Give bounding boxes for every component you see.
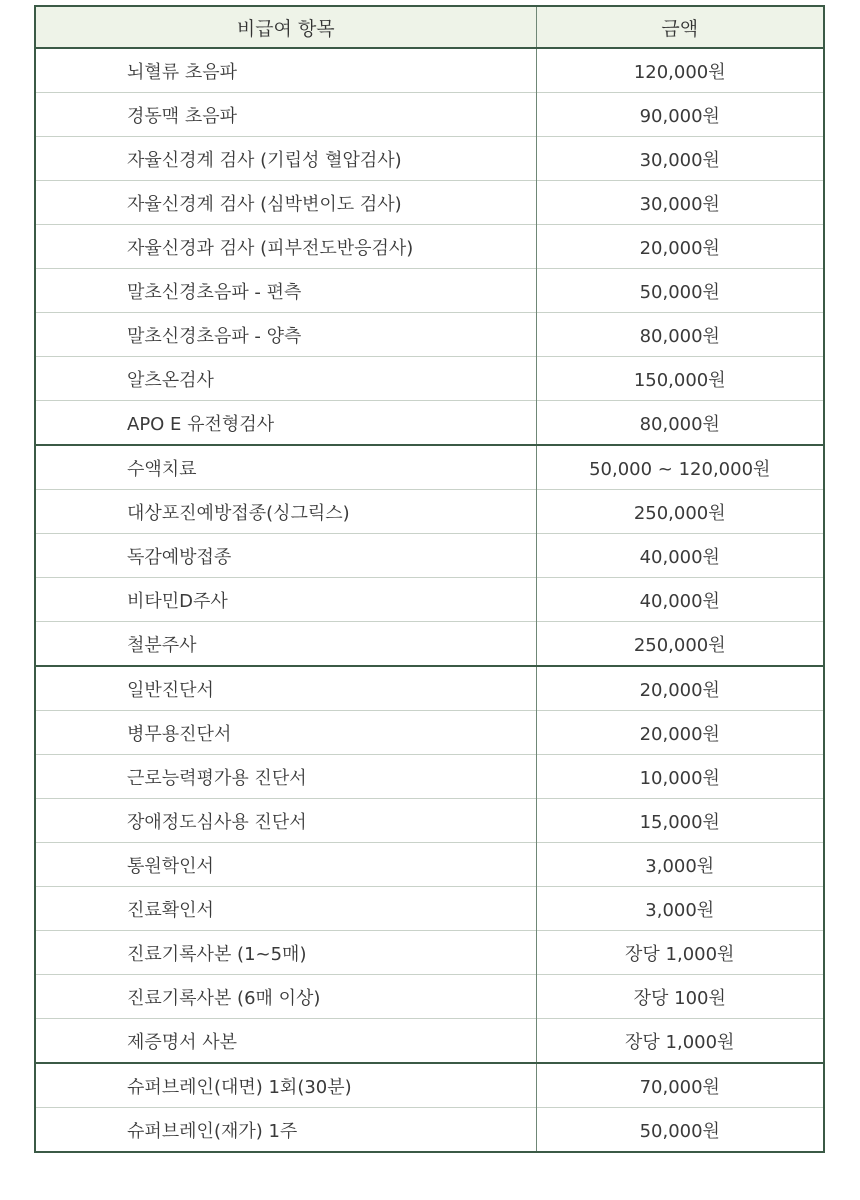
item-name-cell: 통원학인서 (35, 843, 536, 887)
item-price-cell: 40,000원 (536, 578, 824, 622)
item-name-cell: 말초신경초음파 - 양측 (35, 313, 536, 357)
table-row (35, 578, 824, 622)
table-row (35, 93, 824, 137)
table-row (35, 225, 824, 269)
item-price-cell: 30,000원 (536, 137, 824, 181)
item-name-cell: 비타민D주사 (35, 578, 536, 622)
item-price-cell: 장당 1,000원 (536, 1019, 824, 1064)
table-row (35, 401, 824, 446)
table-row (35, 445, 824, 490)
table-row (35, 313, 824, 357)
item-price-cell: 장당 100원 (536, 975, 824, 1019)
item-price-cell: 40,000원 (536, 534, 824, 578)
item-name-cell: 자율신경계 검사 (기립성 혈압검사) (35, 137, 536, 181)
header-row (35, 6, 824, 48)
item-price-cell: 80,000원 (536, 401, 824, 446)
item-price-cell: 90,000원 (536, 93, 824, 137)
table-row (35, 269, 824, 313)
item-price-cell: 20,000원 (536, 711, 824, 755)
item-price-cell: 20,000원 (536, 666, 824, 711)
item-name-cell: 제증명서 사본 (35, 1019, 536, 1064)
item-price-cell: 3,000원 (536, 843, 824, 887)
item-name-cell: 진료기록사본 (6매 이상) (35, 975, 536, 1019)
item-name-cell: 철분주사 (35, 622, 536, 667)
item-name-cell: 알츠온검사 (35, 357, 536, 401)
table-row (35, 534, 824, 578)
table-row (35, 1019, 824, 1064)
item-price-cell: 50,000원 (536, 269, 824, 313)
item-name-cell: 진료기록사본 (1~5매) (35, 931, 536, 975)
table-row (35, 975, 824, 1019)
table-row (35, 931, 824, 975)
item-name-cell: 일반진단서 (35, 666, 536, 711)
header-item: 비급여 항목 (35, 6, 536, 48)
item-name-cell: 슈퍼브레인(대면) 1회(30분) (35, 1063, 536, 1108)
item-price-cell: 15,000원 (536, 799, 824, 843)
item-price-cell: 30,000원 (536, 181, 824, 225)
item-name-cell: 뇌혈류 초음파 (35, 48, 536, 93)
item-name-cell: 말초신경초음파 - 편측 (35, 269, 536, 313)
item-price-cell: 250,000원 (536, 490, 824, 534)
item-name-cell: 수액치료 (35, 445, 536, 490)
table-row (35, 622, 824, 667)
item-name-cell: 자율신경계 검사 (심박변이도 검사) (35, 181, 536, 225)
table-row (35, 357, 824, 401)
item-name-cell: 대상포진예방접종(싱그릭스) (35, 490, 536, 534)
item-price-cell: 3,000원 (536, 887, 824, 931)
item-price-cell: 70,000원 (536, 1063, 824, 1108)
table-header (35, 6, 824, 48)
table-body (35, 48, 824, 1152)
table-row (35, 711, 824, 755)
table-row (35, 666, 824, 711)
table-row (35, 755, 824, 799)
table-row (35, 1108, 824, 1153)
item-name-cell: 자율신경과 검사 (피부전도반응검사) (35, 225, 536, 269)
item-price-cell: 150,000원 (536, 357, 824, 401)
item-price-cell: 50,000원 (536, 1108, 824, 1153)
item-name-cell: APO E 유전형검사 (35, 401, 536, 446)
table-row (35, 799, 824, 843)
item-price-cell: 10,000원 (536, 755, 824, 799)
item-price-cell: 250,000원 (536, 622, 824, 667)
table-row (35, 181, 824, 225)
item-price-cell: 120,000원 (633, 61, 726, 83)
item-price-cell: 80,000원 (536, 313, 824, 357)
item-name-cell: 슈퍼브레인(재가) 1주 (35, 1108, 536, 1153)
item-name-cell: 근로능력평가용 진단서 (35, 755, 536, 799)
item-price-cell: 50,000 ~ 120,000원 (536, 445, 824, 490)
table-row (35, 137, 824, 181)
table-row (35, 887, 824, 931)
table-row (35, 1063, 824, 1108)
table-row (35, 48, 824, 93)
item-name-cell: 경동맥 초음파 (35, 93, 536, 137)
item-price-cell: 20,000원 (536, 225, 824, 269)
item-name-cell: 독감예방접종 (35, 534, 536, 578)
table-row (35, 843, 824, 887)
item-name-cell: 진료확인서 (35, 887, 536, 931)
item-price-cell: 장당 1,000원 (536, 931, 824, 975)
table-row (35, 490, 824, 534)
header-price: 금액 (536, 6, 824, 48)
item-name-cell: 병무용진단서 (35, 711, 536, 755)
item-name-cell: 장애정도심사용 진단서 (35, 799, 536, 843)
non-covered-fee-table (34, 5, 825, 1153)
